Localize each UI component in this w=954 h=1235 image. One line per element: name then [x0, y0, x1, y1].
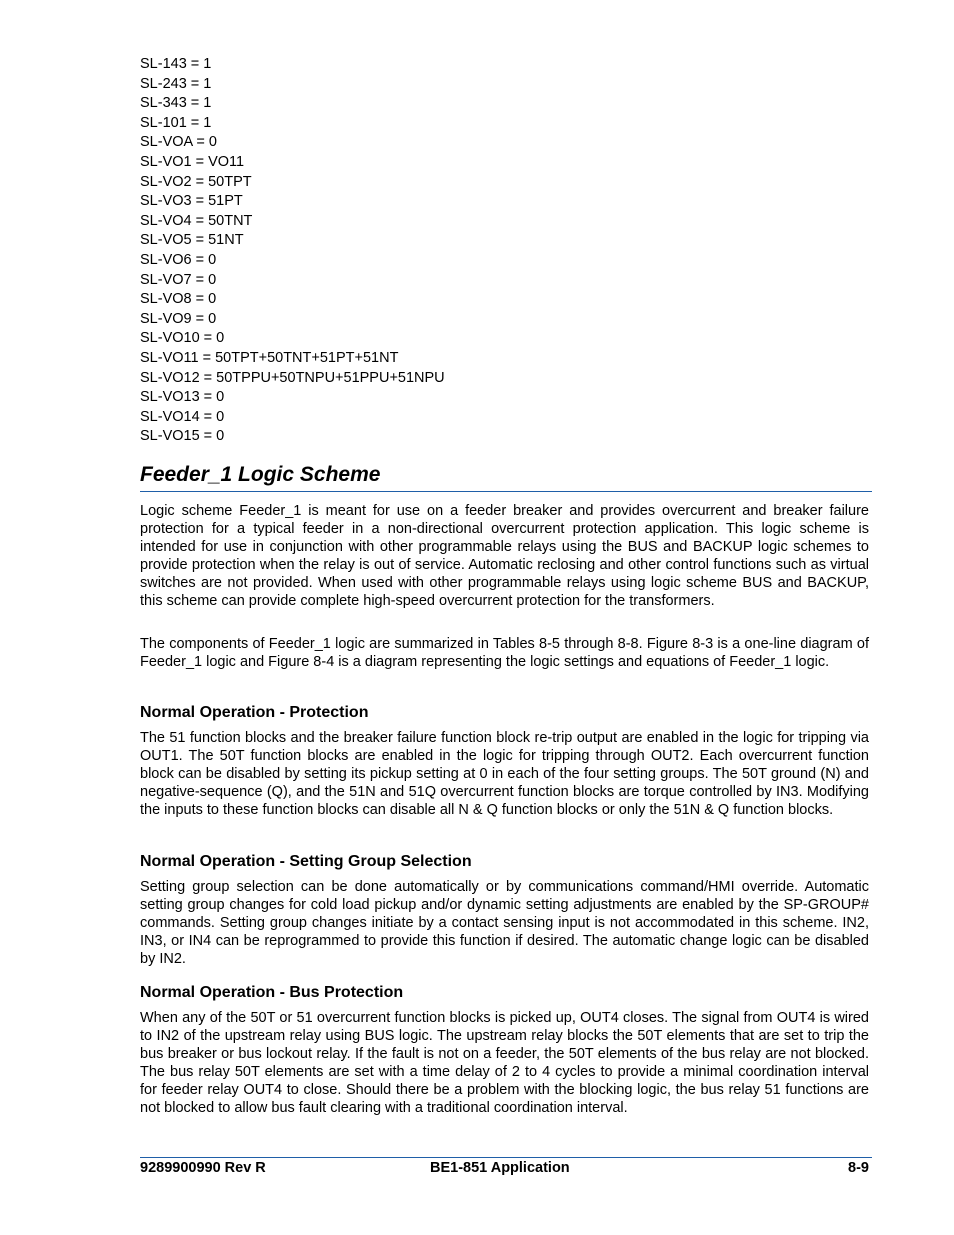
setting-line: SL-VOA = 0 — [140, 134, 217, 151]
setting-line: SL-VO11 = 50TPT+50TNT+51PT+51NT — [140, 349, 399, 366]
footer-divider — [140, 1157, 872, 1158]
section-title: Feeder_1 Logic Scheme — [140, 463, 381, 486]
protection-heading: Normal Operation - Protection — [140, 704, 369, 721]
intro-paragraph: Logic scheme Feeder_1 is meant for use on a feeder breaker and provides overcurrent and breaker failure protection for a typical feeder in a non-directional overcurrent protection application. This logic scheme is intended for use in conjunction with other programmable relays using the BUS and BACKUP logic schemes to provide protection when the relay is out of service. Automatic reclosing and other control functions such as virtual switches are not provided. When used with other programmable relays using logic scheme BUS and BACKUP, this scheme can provide complete high-speed overcurrent protection for the transformers. — [140, 503, 869, 609]
setting-line: SL-VO13 = 0 — [140, 389, 225, 406]
setting-line: SL-VO10 = 0 — [140, 330, 225, 347]
footer-page-number: 8-9 — [848, 1160, 869, 1176]
setting-group-heading: Normal Operation - Setting Group Selection — [140, 853, 472, 870]
setting-line: SL-VO8 = 0 — [140, 291, 217, 308]
setting-line: SL-VO2 = 50TPT — [140, 173, 252, 190]
setting-line: SL-VO12 = 50TPPU+50TNPU+51PPU+51NPU — [140, 369, 445, 386]
setting-group-paragraph: Setting group selection can be done automatically or by communications command/HMI override. Automatic setting group changes for cold load pickup and/or dynamic setting adjustments are enabled by the SP-GROUP# commands. Setting group changes initiate by a contact sensing input is not accommodated in this scheme. IN2, IN3, or IN4 can be reprogrammed to provide this function if desired. The automatic change logic can be disabled by IN2. — [140, 879, 869, 967]
setting-line: SL-VO1 = VO11 — [140, 153, 245, 170]
setting-line: SL-VO7 = 0 — [140, 271, 217, 288]
settings-list — [140, 55, 840, 447]
bus-protection-heading: Normal Operation - Bus Protection — [140, 984, 404, 1001]
setting-line: SL-VO9 = 0 — [140, 310, 217, 327]
setting-line: SL-VO15 = 0 — [140, 428, 225, 445]
setting-line: SL-VO4 = 50TNT — [140, 212, 253, 229]
setting-line: SL-143 = 1 — [140, 56, 212, 72]
bus-protection-paragraph: When any of the 50T or 51 overcurrent function blocks is picked up, OUT4 closes. The signal from OUT4 is wired to IN2 of the upstream relay using BUS logic. The upstream relay blocks the 50T elements that are set to trip the bus breaker or bus lockout relay. If the fault is not on a feeder, the 50T elements of the bus relay are not blocked. The bus relay 50T elements are set with a time delay of 2 to 4 cycles to provide a minimal coordination interval for feeder relay OUT4 to close. Should there be a problem with the blocking logic, the bus relay 51 functions are not blocked to allow bus fault clearing with a traditional coordination interval. — [140, 1010, 869, 1116]
components-paragraph: The components of Feeder_1 logic are summarized in Tables 8-5 through 8-8. Figure 8-3 is a one-line diagram of Feeder_1 logic and Figure 8-4 is a diagram representing the logic settings and equations of Feeder_1 logic. — [140, 636, 869, 670]
footer-document-number: 9289900990 Rev R — [140, 1160, 266, 1176]
title-divider — [140, 491, 872, 492]
footer-document-title: BE1-851 Application — [430, 1160, 570, 1176]
setting-line: SL-VO3 = 51PT — [140, 193, 243, 210]
protection-paragraph: The 51 function blocks and the breaker failure function block re-trip output are enabled in the logic for tripping via OUT1. The 50T function blocks are enabled in the logic for tripping through OUT2. Each overcurrent function block can be disabled by setting its pickup setting at 0 in each of the four setting groups. The 50T ground (N) and negative-sequence (Q), and the 51N and 51Q overcurrent function blocks are torque controlled by IN3. Modifying the inputs to these function blocks can disable all N & Q function blocks or only the 51N & Q function blocks. — [140, 730, 869, 818]
setting-line: SL-VO14 = 0 — [140, 408, 225, 425]
setting-line: SL-343 = 1 — [140, 95, 212, 112]
setting-line: SL-VO6 = 0 — [140, 251, 217, 268]
setting-line: SL-VO5 = 51NT — [140, 232, 244, 249]
setting-line: SL-243 = 1 — [140, 75, 212, 92]
setting-line: SL-101 = 1 — [140, 114, 212, 131]
